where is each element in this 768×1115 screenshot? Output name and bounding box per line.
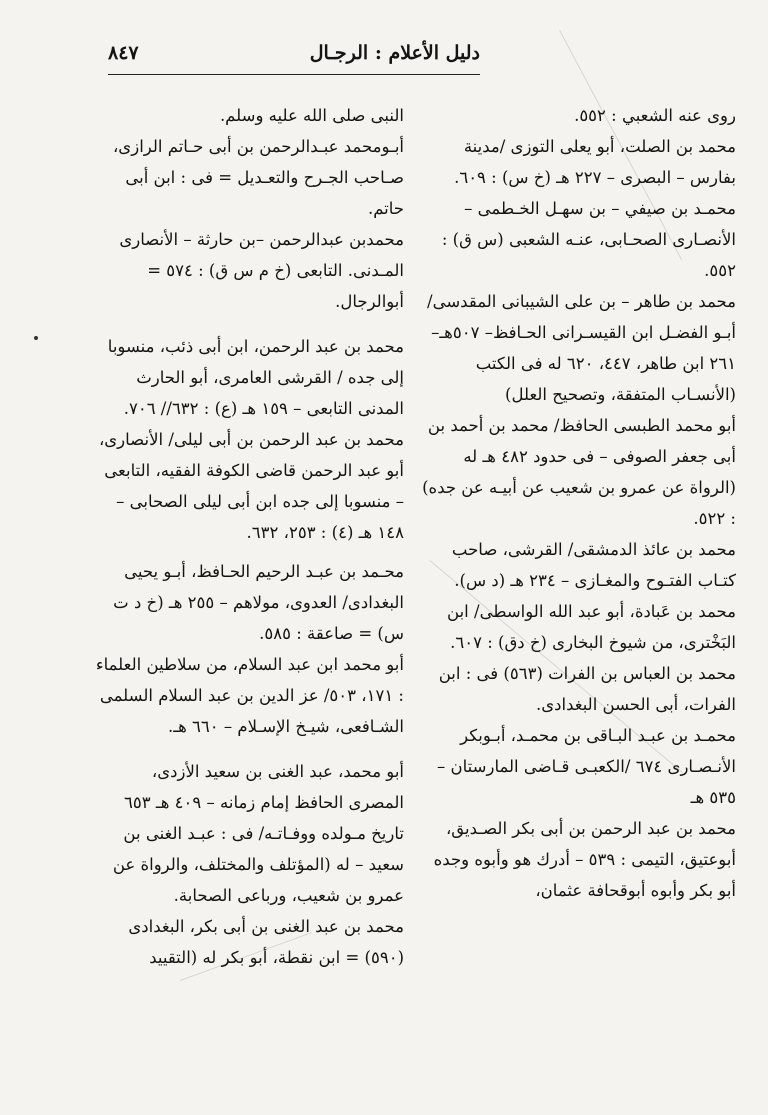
index-entry: روى عنه الشعبي : ٥٥٢. bbox=[574, 106, 736, 125]
index-entry: أبو محمد الطبسى الحافظ/ محمد بن أحمد بن أبى جعفر الصوفى – فى حدود ٤٨٢ هـ له (الرواة عن عمرو بن شعيب عن أبيـه عن جده) : ٥٢٢. bbox=[422, 416, 736, 528]
left-column bbox=[92, 100, 404, 973]
index-entry: محـمد بن عبـد الرحيم الحـافظ، أبـو يحيى البغدادى/ العدوى، مولاهم – ٢٥٥ هـ (خ د ت س) = صاعقة : ٥٨٥. bbox=[113, 562, 404, 643]
index-entry: أبو محمد ابن عبد السلام، من سلاطين العلماء : ١٧١، ٥٠٣/ عز الدين بن عبد السلام السلمى الشـافعى، شيـخ الإسـلام – ٦٦٠ هـ. bbox=[95, 655, 404, 736]
running-title: دليل الأعلام : الرجـال bbox=[309, 42, 480, 64]
index-entry: محمدبن عبدالرحمن –بن حارثة – الأنصارى المـدنى. التابعى (خ م س ق) : ٥٧٤ = أبوالرجال. bbox=[119, 230, 404, 311]
index-entry: محمد بن عائذ الدمشقى/ القرشى، صاحب كتـاب الفتـوح والمغـازى – ٢٣٤ هـ (د س). bbox=[451, 540, 736, 590]
page-header bbox=[108, 40, 480, 76]
index-entry: محمد بن عبد الرحمن بن أبى بكر الصـديق، أبوعتيق، التيمى : ٥٣٩ – أدرك هو وأبوه وجده أبو بكر وأبوه أبوقحافة عثمان، bbox=[433, 819, 736, 900]
index-entry: محمـد بن صيفي – بن سهـل الخـطمى – الأنصـارى الصحـابى، عنـه الشعبى (س ق) : ٥٥٢. bbox=[441, 199, 736, 280]
index-entry: النبى صلى الله عليه وسلم. bbox=[219, 106, 404, 125]
index-entry: محمد بن عبد الغنى بن أبى بكر، البغدادى (٥٩٠) = ابن نقطة، أبو بكر له (التقييد bbox=[128, 917, 404, 967]
index-entry: أبـومحمد عبـدالرحمن بن أبى حـاتم الرازى، صـاحب الجـرح والتعـديل = فى : ابن أبى حاتم. bbox=[112, 137, 404, 218]
header-rule bbox=[108, 74, 480, 75]
index-entry: محمد بن عَبادة، أبو عبد الله الواسطى/ ابن البَخْترى، من شيوخ البخارى (خ دق) : ٦٠٧. bbox=[447, 602, 736, 652]
page-number: ٨٤٧ bbox=[108, 42, 139, 64]
index-entry: محمد بن العباس بن الفرات (٥٦٣) فى : ابن الفرات، أبى الحسن البغدادى. bbox=[438, 664, 736, 714]
index-entry: محمد بن عبد الرحمن بن أبى ليلى/ الأنصارى، أبو عبد الرحمن قاضى الكوفة الفقيه، التابعى – منسوبا إلى جده ابن أبى ليلى الصحابى – ١٤٨ هـ (٤) : ٢٥٣، ٦٣٢. bbox=[98, 430, 404, 542]
right-column bbox=[418, 100, 736, 906]
index-entry: محمد بن عبد الرحمن، ابن أبى ذئب، منسوبا إلى جده / القرشى العامرى، أبو الحارث المدنى التابعى – ١٥٩ هـ (ع) : ٦٣٢// ٧٠٦. bbox=[107, 337, 404, 418]
scan-speck bbox=[34, 336, 38, 340]
index-entry: محمد بن الصلت، أبو يعلى التوزى /مدينة بفارس – البصرى – ٢٢٧ هـ (خ س) : ٦٠٩. bbox=[454, 137, 736, 187]
index-entry: محمد بن طاهر – بن على الشيبانى المقدسى/ أبـو الفضـل ابن القيسـرانى الحـافظ– ٥٠٧هـ–٢٦١ ابن طاهر، ٤٤٧، ٦٢٠ له فى الكتب (الأنسـاب المتفقة، وتصحيح العلل) bbox=[427, 292, 736, 404]
index-entry: محمـد بن عبـد البـاقى بن محمـد، أبـوبكر الأنـصـارى ٦٧٤ /الكعبـى قـاضى المارستان – ٥٣٥ هـ bbox=[437, 726, 736, 807]
index-entry: أبو محمد، عبد الغنى بن سعيد الأزدى، المصرى الحافظ إمام زمانه – ٤٠٩ هـ ٦٥٣ تاريخ مـولده ووفـاتـه/ فى : عبـد الغنى بن سعيد – له (المؤتلف والمختلف، والرواة عن عمرو بن شعيب، ورباعى الصحابة. bbox=[112, 762, 404, 905]
